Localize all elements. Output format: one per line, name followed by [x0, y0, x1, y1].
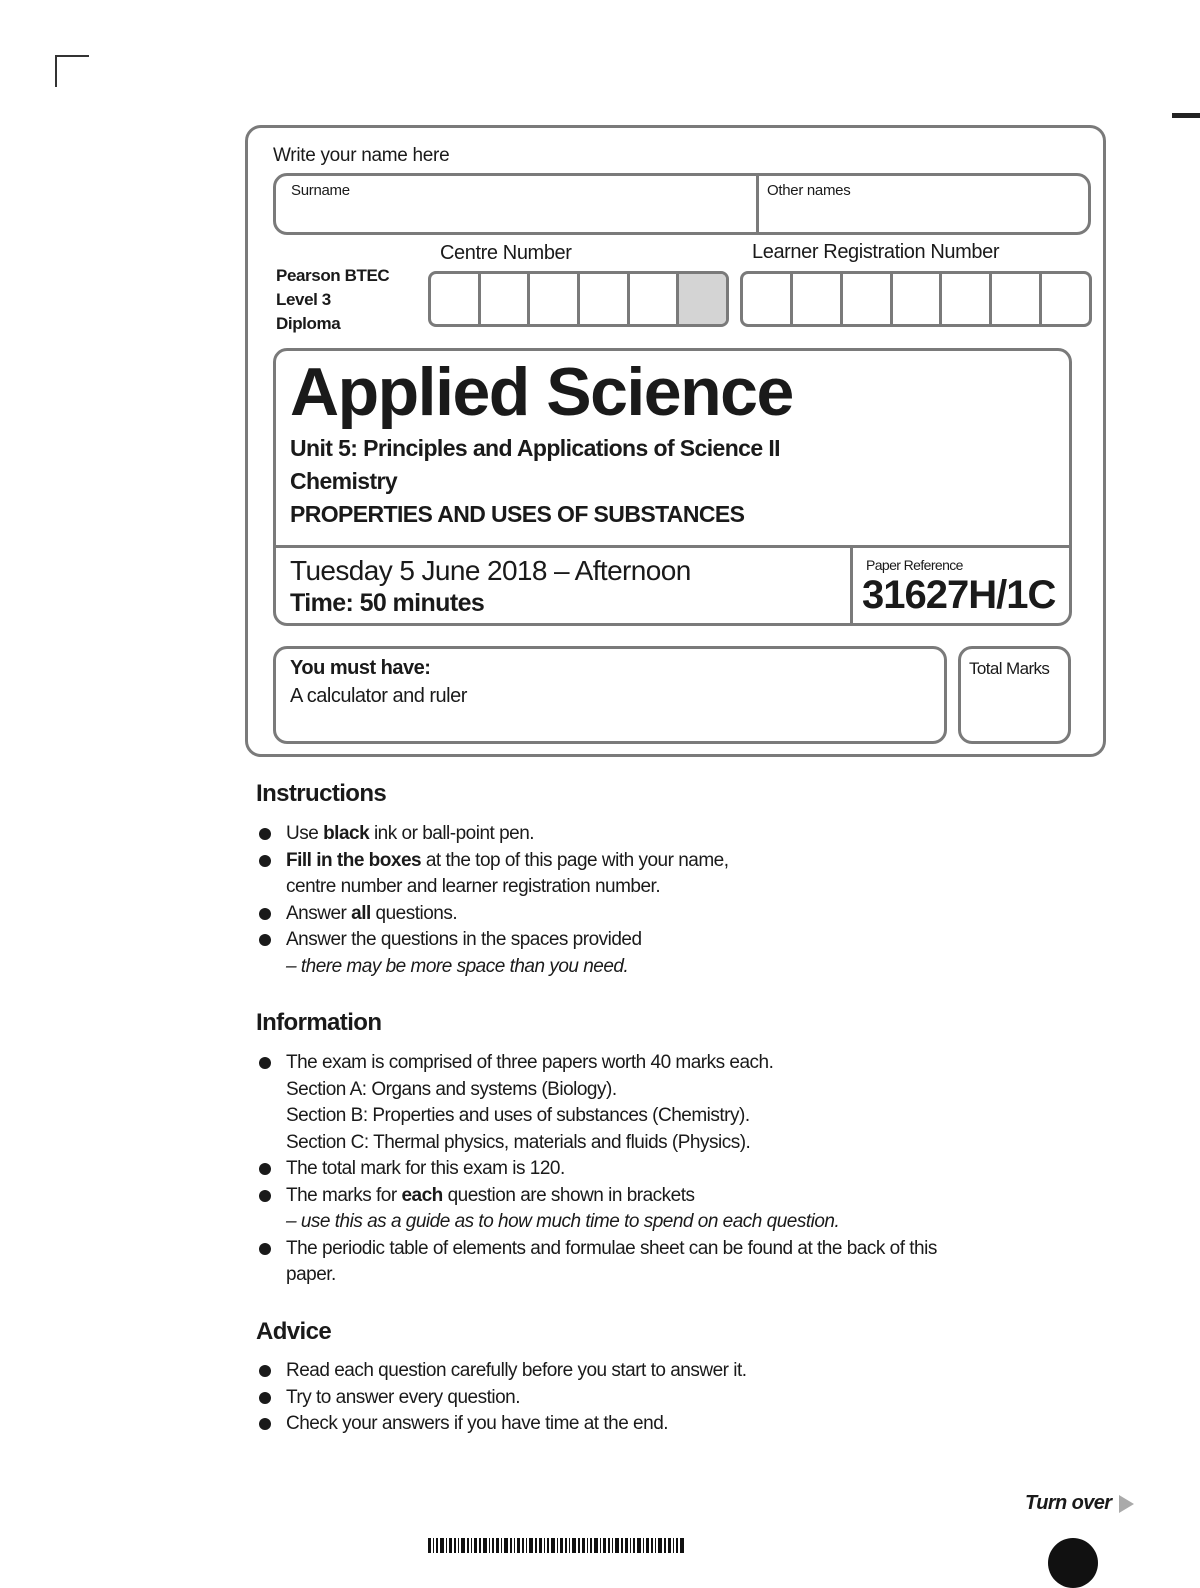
learner-registration-digit[interactable] — [743, 274, 793, 324]
triangle-right-icon — [1119, 1495, 1134, 1513]
information-list — [258, 1050, 1078, 1289]
edge-mark — [1172, 113, 1200, 118]
list-item: Answer the questions in the spaces provided – there may be more space than you need. — [258, 927, 1078, 980]
centre-number-digit[interactable] — [481, 274, 531, 324]
reference-divider — [850, 545, 853, 623]
exam-time: Time: 50 minutes — [290, 589, 485, 617]
discipline-title: Chemistry — [290, 468, 398, 494]
other-names-field[interactable]: Other names — [767, 182, 851, 199]
learner-registration-boxes — [740, 271, 1092, 327]
learner-registration-digit[interactable] — [793, 274, 843, 324]
turn-over-label: Turn over — [1025, 1492, 1112, 1514]
qualification-line: Diploma — [276, 314, 341, 333]
centre-number-shaded-digit — [679, 274, 726, 324]
paper-reference-code: 31627H/1C — [862, 573, 1056, 617]
name-divider — [756, 176, 759, 232]
information-heading: Information — [256, 1009, 382, 1036]
list-item: The periodic table of elements and formulae sheet can be found at the back of this paper. — [258, 1236, 1078, 1289]
topic-title: PROPERTIES AND USES OF SUBSTANCES — [290, 501, 745, 527]
list-item: The total mark for this exam is 120. — [258, 1156, 1078, 1183]
centre-number-digit[interactable] — [580, 274, 630, 324]
name-fields — [273, 173, 1091, 235]
must-have-item: A calculator and ruler — [290, 685, 467, 707]
paper-reference-label: Paper Reference — [866, 557, 963, 573]
list-item: The exam is comprised of three papers worth 40 marks each. Section A: Organs and systems (Biology). Section B: Properties and uses of substances (Chemistry). Section C: Thermal physics, materials and fluids (Physics). — [258, 1050, 1078, 1156]
learner-registration-digit[interactable] — [893, 274, 943, 324]
centre-number-boxes — [428, 271, 729, 327]
advice-list — [258, 1358, 1078, 1438]
must-have-heading: You must have: — [290, 657, 431, 679]
turn-over — [1025, 1492, 1134, 1515]
exam-date: Tuesday 5 June 2018 – Afternoon — [290, 555, 691, 586]
list-item: Try to answer every question. — [258, 1385, 1078, 1412]
qualification-line: Pearson BTEC — [276, 266, 390, 285]
list-item: Fill in the boxes at the top of this page with your name, centre number and learner registration number. — [258, 848, 1078, 901]
title-divider — [276, 545, 1069, 548]
total-marks-box[interactable] — [958, 646, 1071, 744]
learner-registration-digit[interactable] — [992, 274, 1042, 324]
subject-title: Applied Science — [290, 354, 793, 430]
title-box — [273, 348, 1072, 626]
crop-mark — [55, 55, 89, 87]
centre-number-digit[interactable] — [431, 274, 481, 324]
centre-number-digit[interactable] — [630, 274, 680, 324]
list-item: Answer all questions. — [258, 901, 1078, 928]
list-item: Check your answers if you have time at the end. — [258, 1411, 1078, 1438]
centre-number-digit[interactable] — [530, 274, 580, 324]
instructions-list — [258, 821, 1078, 980]
list-item: The marks for each question are shown in brackets – use this as a guide as to how much time to spend on each question. — [258, 1183, 1078, 1236]
qualification-line: Level 3 — [276, 290, 331, 309]
list-item: Use black ink or ball-point pen. — [258, 821, 1078, 848]
unit-title: Unit 5: Principles and Applications of Science II — [290, 435, 780, 461]
name-heading: Write your name here — [273, 145, 450, 166]
must-have-box — [273, 646, 947, 744]
corner-logo — [1048, 1538, 1098, 1588]
barcode — [428, 1538, 852, 1553]
list-item: Read each question carefully before you start to answer it. — [258, 1358, 1078, 1385]
instructions-heading: Instructions — [256, 780, 387, 807]
surname-field[interactable]: Surname — [291, 182, 350, 199]
advice-heading: Advice — [256, 1318, 332, 1345]
total-marks-label: Total Marks — [969, 659, 1050, 678]
qualification — [276, 264, 389, 336]
centre-number-label: Centre Number — [440, 242, 572, 264]
learner-registration-digit[interactable] — [843, 274, 893, 324]
learner-registration-digit[interactable] — [1042, 274, 1089, 324]
learner-registration-label: Learner Registration Number — [752, 241, 1000, 263]
learner-registration-digit[interactable] — [942, 274, 992, 324]
